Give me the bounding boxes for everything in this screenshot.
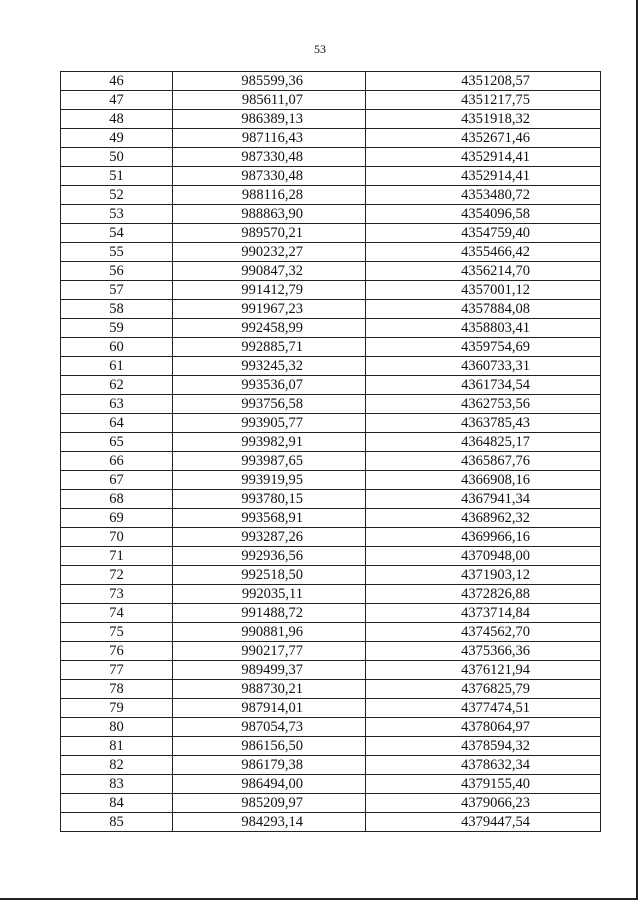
table-row	[61, 756, 601, 775]
x-coordinate-cell: 986389,13	[173, 110, 366, 129]
point-number-cell: 46	[61, 72, 173, 91]
table-row	[61, 490, 601, 509]
point-number-cell: 76	[61, 642, 173, 661]
point-number-cell: 50	[61, 148, 173, 167]
table-row	[61, 775, 601, 794]
table-row	[61, 699, 601, 718]
x-coordinate-cell: 985611,07	[173, 91, 366, 110]
y-coordinate-cell: 4352671,46	[366, 129, 601, 148]
y-coordinate-cell: 4378594,32	[366, 737, 601, 756]
y-coordinate-cell: 4371903,12	[366, 566, 601, 585]
table-row	[61, 224, 601, 243]
point-number-cell: 51	[61, 167, 173, 186]
y-coordinate-cell: 4359754,69	[366, 338, 601, 357]
point-number-cell: 71	[61, 547, 173, 566]
table-row	[61, 471, 601, 490]
y-coordinate-cell: 4366908,16	[366, 471, 601, 490]
point-number-cell: 64	[61, 414, 173, 433]
x-coordinate-cell: 987914,01	[173, 699, 366, 718]
point-number-cell: 58	[61, 300, 173, 319]
table-row	[61, 585, 601, 604]
table-row	[61, 129, 601, 148]
table-row	[61, 91, 601, 110]
point-number-cell: 54	[61, 224, 173, 243]
x-coordinate-cell: 993987,65	[173, 452, 366, 471]
y-coordinate-cell: 4356214,70	[366, 262, 601, 281]
point-number-cell: 77	[61, 661, 173, 680]
point-number-cell: 84	[61, 794, 173, 813]
point-number-cell: 80	[61, 718, 173, 737]
coordinates-table-body	[61, 72, 601, 832]
x-coordinate-cell: 990881,96	[173, 623, 366, 642]
y-coordinate-cell: 4370948,00	[366, 547, 601, 566]
table-row	[61, 395, 601, 414]
table-row	[61, 414, 601, 433]
x-coordinate-cell: 991967,23	[173, 300, 366, 319]
table-row	[61, 110, 601, 129]
coordinates-table	[60, 71, 601, 832]
table-row	[61, 813, 601, 832]
point-number-cell: 55	[61, 243, 173, 262]
point-number-cell: 60	[61, 338, 173, 357]
x-coordinate-cell: 993568,91	[173, 509, 366, 528]
y-coordinate-cell: 4352914,41	[366, 167, 601, 186]
table-row	[61, 186, 601, 205]
table-row	[61, 718, 601, 737]
point-number-cell: 83	[61, 775, 173, 794]
point-number-cell: 52	[61, 186, 173, 205]
y-coordinate-cell: 4353480,72	[366, 186, 601, 205]
x-coordinate-cell: 992035,11	[173, 585, 366, 604]
y-coordinate-cell: 4360733,31	[366, 357, 601, 376]
x-coordinate-cell: 985599,36	[173, 72, 366, 91]
table-row	[61, 642, 601, 661]
y-coordinate-cell: 4358803,41	[366, 319, 601, 338]
table-row	[61, 357, 601, 376]
table-row	[61, 661, 601, 680]
x-coordinate-cell: 988730,21	[173, 680, 366, 699]
x-coordinate-cell: 986179,38	[173, 756, 366, 775]
y-coordinate-cell: 4379066,23	[366, 794, 601, 813]
y-coordinate-cell: 4364825,17	[366, 433, 601, 452]
table-row	[61, 623, 601, 642]
table-row	[61, 281, 601, 300]
y-coordinate-cell: 4357001,12	[366, 281, 601, 300]
x-coordinate-cell: 986156,50	[173, 737, 366, 756]
y-coordinate-cell: 4369966,16	[366, 528, 601, 547]
point-number-cell: 53	[61, 205, 173, 224]
point-number-cell: 63	[61, 395, 173, 414]
x-coordinate-cell: 993536,07	[173, 376, 366, 395]
x-coordinate-cell: 991412,79	[173, 281, 366, 300]
y-coordinate-cell: 4357884,08	[366, 300, 601, 319]
x-coordinate-cell: 987330,48	[173, 148, 366, 167]
y-coordinate-cell: 4379447,54	[366, 813, 601, 832]
y-coordinate-cell: 4354759,40	[366, 224, 601, 243]
table-row	[61, 509, 601, 528]
page-number: 53	[314, 42, 326, 56]
x-coordinate-cell: 984293,14	[173, 813, 366, 832]
table-row	[61, 737, 601, 756]
point-number-cell: 70	[61, 528, 173, 547]
y-coordinate-cell: 4379155,40	[366, 775, 601, 794]
point-number-cell: 74	[61, 604, 173, 623]
y-coordinate-cell: 4351217,75	[366, 91, 601, 110]
point-number-cell: 62	[61, 376, 173, 395]
point-number-cell: 69	[61, 509, 173, 528]
y-coordinate-cell: 4351208,57	[366, 72, 601, 91]
table-row	[61, 452, 601, 471]
y-coordinate-cell: 4351918,32	[366, 110, 601, 129]
y-coordinate-cell: 4377474,51	[366, 699, 601, 718]
table-row	[61, 72, 601, 91]
x-coordinate-cell: 989570,21	[173, 224, 366, 243]
x-coordinate-cell: 993982,91	[173, 433, 366, 452]
table-row	[61, 319, 601, 338]
point-number-cell: 79	[61, 699, 173, 718]
y-coordinate-cell: 4372826,88	[366, 585, 601, 604]
table-row	[61, 566, 601, 585]
y-coordinate-cell: 4355466,42	[366, 243, 601, 262]
y-coordinate-cell: 4367941,34	[366, 490, 601, 509]
x-coordinate-cell: 992458,99	[173, 319, 366, 338]
table-row	[61, 167, 601, 186]
x-coordinate-cell: 992936,56	[173, 547, 366, 566]
table-row	[61, 547, 601, 566]
x-coordinate-cell: 992885,71	[173, 338, 366, 357]
y-coordinate-cell: 4375366,36	[366, 642, 601, 661]
x-coordinate-cell: 993780,15	[173, 490, 366, 509]
y-coordinate-cell: 4376825,79	[366, 680, 601, 699]
table-row	[61, 243, 601, 262]
x-coordinate-cell: 987054,73	[173, 718, 366, 737]
point-number-cell: 47	[61, 91, 173, 110]
x-coordinate-cell: 990217,77	[173, 642, 366, 661]
y-coordinate-cell: 4365867,76	[366, 452, 601, 471]
x-coordinate-cell: 993905,77	[173, 414, 366, 433]
x-coordinate-cell: 990847,32	[173, 262, 366, 281]
x-coordinate-cell: 985209,97	[173, 794, 366, 813]
point-number-cell: 48	[61, 110, 173, 129]
point-number-cell: 85	[61, 813, 173, 832]
point-number-cell: 81	[61, 737, 173, 756]
x-coordinate-cell: 990232,27	[173, 243, 366, 262]
x-coordinate-cell: 991488,72	[173, 604, 366, 623]
table-row	[61, 205, 601, 224]
point-number-cell: 67	[61, 471, 173, 490]
y-coordinate-cell: 4378064,97	[366, 718, 601, 737]
x-coordinate-cell: 987330,48	[173, 167, 366, 186]
point-number-cell: 73	[61, 585, 173, 604]
point-number-cell: 78	[61, 680, 173, 699]
point-number-cell: 49	[61, 129, 173, 148]
point-number-cell: 72	[61, 566, 173, 585]
y-coordinate-cell: 4352914,41	[366, 148, 601, 167]
y-coordinate-cell: 4361734,54	[366, 376, 601, 395]
point-number-cell: 56	[61, 262, 173, 281]
point-number-cell: 82	[61, 756, 173, 775]
table-row	[61, 338, 601, 357]
table-row	[61, 262, 601, 281]
x-coordinate-cell: 993245,32	[173, 357, 366, 376]
y-coordinate-cell: 4368962,32	[366, 509, 601, 528]
x-coordinate-cell: 988116,28	[173, 186, 366, 205]
y-coordinate-cell: 4373714,84	[366, 604, 601, 623]
x-coordinate-cell: 988863,90	[173, 205, 366, 224]
table-row	[61, 604, 601, 623]
table-row	[61, 148, 601, 167]
y-coordinate-cell: 4354096,58	[366, 205, 601, 224]
x-coordinate-cell: 993756,58	[173, 395, 366, 414]
point-number-cell: 61	[61, 357, 173, 376]
y-coordinate-cell: 4376121,94	[366, 661, 601, 680]
table-row	[61, 376, 601, 395]
x-coordinate-cell: 993287,26	[173, 528, 366, 547]
y-coordinate-cell: 4378632,34	[366, 756, 601, 775]
x-coordinate-cell: 987116,43	[173, 129, 366, 148]
point-number-cell: 65	[61, 433, 173, 452]
table-row	[61, 794, 601, 813]
y-coordinate-cell: 4374562,70	[366, 623, 601, 642]
table-row	[61, 300, 601, 319]
x-coordinate-cell: 986494,00	[173, 775, 366, 794]
table-row	[61, 433, 601, 452]
point-number-cell: 75	[61, 623, 173, 642]
y-coordinate-cell: 4362753,56	[366, 395, 601, 414]
point-number-cell: 68	[61, 490, 173, 509]
point-number-cell: 59	[61, 319, 173, 338]
table-row	[61, 528, 601, 547]
point-number-cell: 66	[61, 452, 173, 471]
x-coordinate-cell: 989499,37	[173, 661, 366, 680]
point-number-cell: 57	[61, 281, 173, 300]
y-coordinate-cell: 4363785,43	[366, 414, 601, 433]
x-coordinate-cell: 993919,95	[173, 471, 366, 490]
x-coordinate-cell: 992518,50	[173, 566, 366, 585]
table-row	[61, 680, 601, 699]
